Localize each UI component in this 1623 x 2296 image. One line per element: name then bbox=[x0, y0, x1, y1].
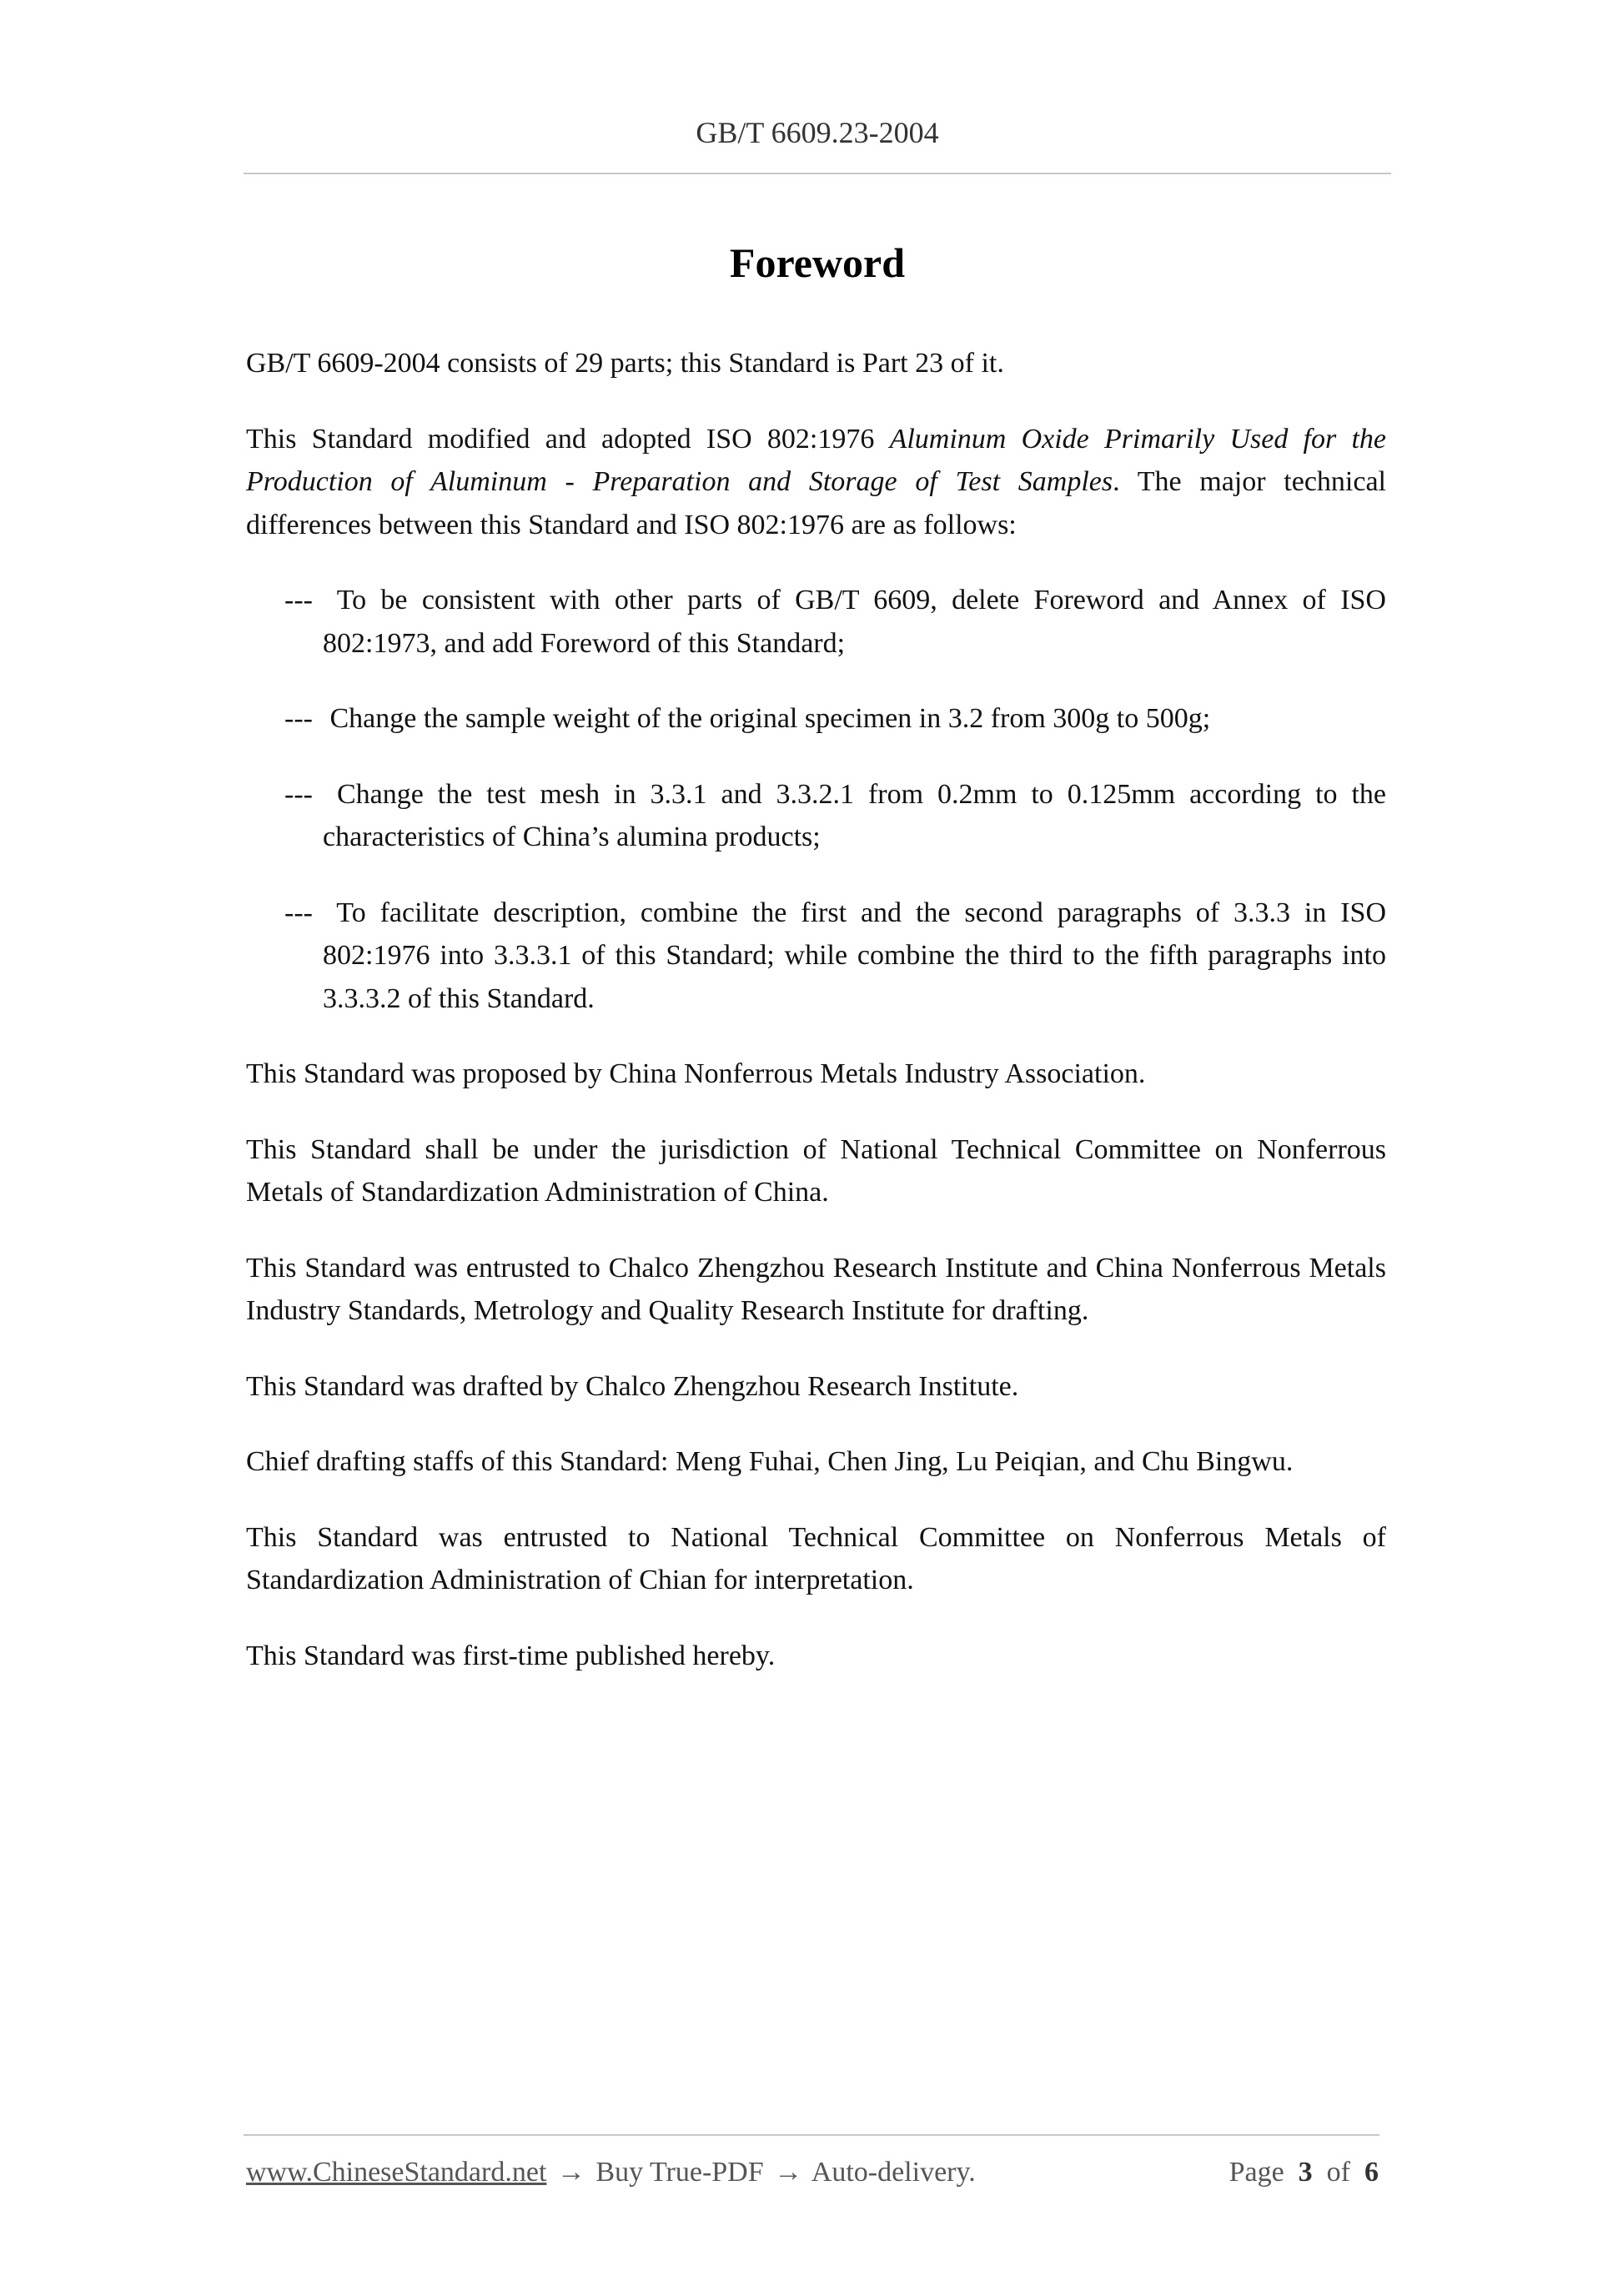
footer-divider bbox=[244, 2134, 1379, 2136]
difference-item bbox=[284, 892, 1386, 1021]
difference-item bbox=[284, 579, 1386, 665]
paragraph-proposed: This Standard was proposed by China Nonferrous Metals Industry Association. bbox=[246, 1058, 1146, 1089]
difference-item bbox=[284, 773, 1386, 859]
paragraph-chief-staff: Chief drafting staffs of this Standard: Meng Fuhai, Chen Jing, Lu Peiqian, and Chu Bingwu. bbox=[246, 1446, 1294, 1477]
page-footer bbox=[246, 2157, 1379, 2188]
page-of-label: of bbox=[1326, 2157, 1350, 2188]
right-arrow-icon: → bbox=[556, 2157, 585, 2188]
paragraph-parts: GB/T 6609-2004 consists of 29 parts; this Standard is Part 23 of it. bbox=[246, 348, 1004, 379]
list-dash: --- bbox=[284, 703, 313, 734]
paragraph-jurisdiction: This Standard shall be under the jurisdiction of National Technical Committee on Nonferrous Metals of Standardization Administration of China. bbox=[246, 1133, 1386, 1208]
paragraph-drafted-by: This Standard was drafted by Chalco Zhengzhou Research Institute. bbox=[246, 1370, 1019, 1402]
right-arrow-icon: → bbox=[774, 2157, 803, 2188]
paragraph-interpretation: This Standard was entrusted to National Technical Committee on Nonferrous Metals of Standardization Administration of Chian for interpretation. bbox=[246, 1521, 1386, 1595]
current-page-number: 3 bbox=[1298, 2157, 1313, 2188]
page-label: Page bbox=[1229, 2157, 1284, 2188]
adoption-text-start: This Standard modified and adopted ISO 802:1976 bbox=[246, 423, 890, 455]
paragraph-drafting-entrusted: This Standard was entrusted to Chalco Zhengzhou Research Institute and China Nonferrous Metals Industry Standards, Metrology and Quality Research Institute for drafting. bbox=[246, 1252, 1386, 1326]
paragraph-first-published: This Standard was first-time published hereby. bbox=[246, 1640, 776, 1671]
page-indicator bbox=[1229, 2157, 1379, 2188]
list-dash: --- bbox=[284, 778, 313, 810]
buy-pdf-text: Buy True-PDF bbox=[595, 2157, 764, 2188]
adoption-text-end: . The major technical differences between this Standard and ISO 802:1976 are as follows: bbox=[246, 466, 1386, 540]
page-title: Foreword bbox=[729, 239, 906, 286]
iso-standard-title: Aluminum Oxide Primarily Used for the Production of Aluminum - Preparation and Storage of Test Samples bbox=[246, 423, 1386, 497]
header-divider bbox=[244, 173, 1391, 174]
document-body bbox=[246, 342, 1386, 1710]
paragraph-adoption bbox=[246, 418, 1386, 547]
list-dash: --- bbox=[284, 585, 313, 615]
page-header: GB/T 6609.23-2004 bbox=[696, 116, 939, 149]
auto-delivery-text: Auto-delivery. bbox=[811, 2157, 976, 2188]
total-pages-number: 6 bbox=[1364, 2157, 1379, 2188]
website-link[interactable]: www.ChineseStandard.net bbox=[246, 2157, 547, 2188]
difference-text: To facilitate description, combine the first and the second paragraphs of 3.3.3 in ISO 802:1976 into 3.3.3.1 of this Standard; while combine the third to the fifth paragraphs into 3.3.3.2 of this Standard. bbox=[323, 897, 1386, 1014]
difference-item bbox=[284, 697, 1386, 741]
list-dash: --- bbox=[284, 897, 313, 928]
difference-text: To be consistent with other parts of GB/T 6609, delete Foreword and Annex of ISO 802:1973, and add Foreword of this Standard; bbox=[323, 585, 1386, 659]
difference-text: Change the sample weight of the original specimen in 3.2 from 300g to 500g; bbox=[329, 703, 1211, 734]
footer-promo bbox=[246, 2157, 976, 2188]
difference-text: Change the test mesh in 3.3.1 and 3.3.2.1 from 0.2mm to 0.125mm according to the characteristics of China’s alumina products; bbox=[323, 778, 1387, 852]
